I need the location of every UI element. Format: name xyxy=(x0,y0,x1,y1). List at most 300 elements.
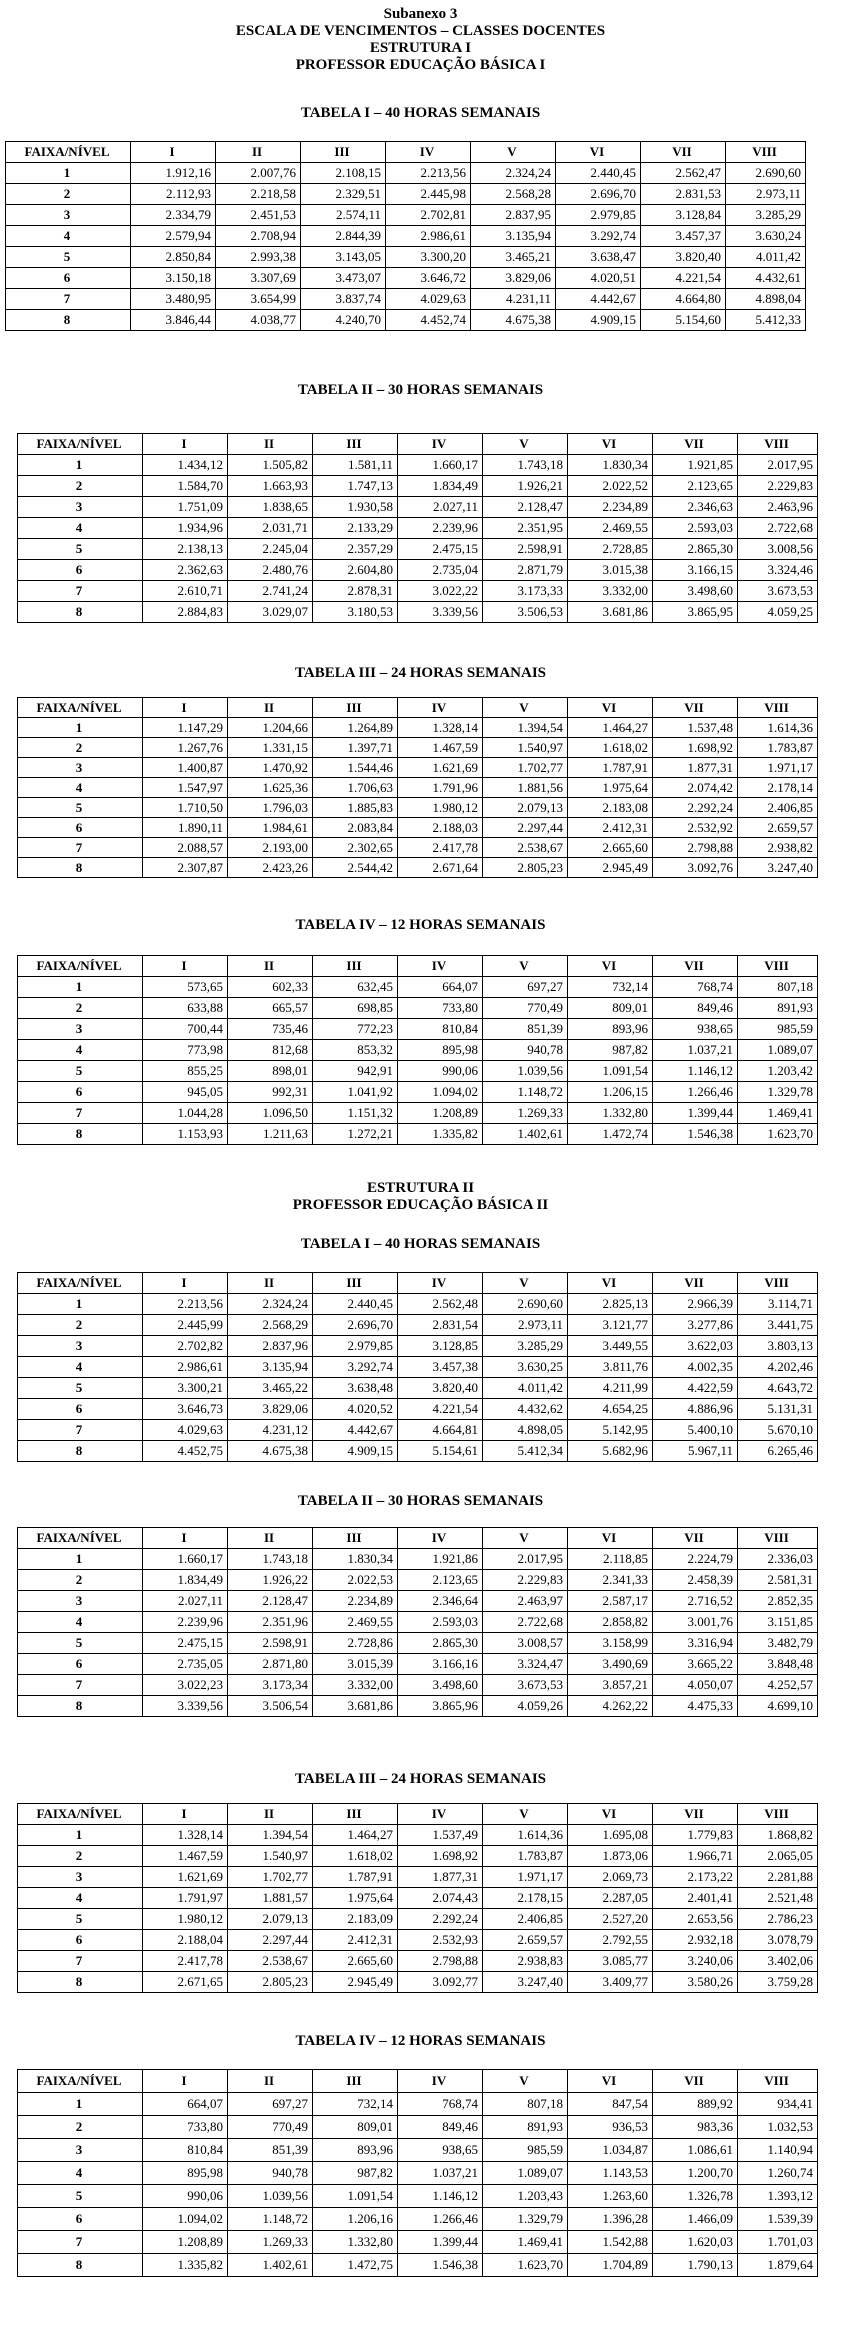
faixa-cell: 7 xyxy=(18,581,143,602)
value-cell: 2.188,03 xyxy=(398,818,483,838)
value-cell: 3.015,39 xyxy=(313,1654,398,1675)
table-row xyxy=(18,1696,818,1717)
value-cell: 3.128,84 xyxy=(641,205,726,226)
faixa-cell: 3 xyxy=(18,1336,143,1357)
value-cell: 1.399,44 xyxy=(653,1103,738,1124)
value-cell: 1.151,32 xyxy=(313,1103,398,1124)
table-row xyxy=(18,1019,818,1040)
value-cell: 4.231,11 xyxy=(471,289,556,310)
value-cell: 1.396,28 xyxy=(568,2208,653,2231)
faixa-cell: 4 xyxy=(18,1040,143,1061)
nivel-header: VII xyxy=(653,956,738,977)
faixa-nivel-header: FAIXA/NÍVEL xyxy=(18,1804,143,1825)
value-cell: 1.263,60 xyxy=(568,2185,653,2208)
value-cell: 1.618,02 xyxy=(568,738,653,758)
faixa-cell: 8 xyxy=(6,310,131,331)
value-cell: 4.240,70 xyxy=(301,310,386,331)
value-cell: 1.041,92 xyxy=(313,1082,398,1103)
value-cell: 938,65 xyxy=(398,2139,483,2162)
value-cell: 1.326,78 xyxy=(653,2185,738,2208)
value-cell: 2.850,84 xyxy=(131,247,216,268)
value-cell: 3.292,74 xyxy=(313,1357,398,1378)
value-cell: 1.472,75 xyxy=(313,2254,398,2277)
value-cell: 2.341,33 xyxy=(568,1570,653,1591)
value-cell: 2.178,15 xyxy=(483,1888,568,1909)
value-cell: 3.121,77 xyxy=(568,1315,653,1336)
value-cell: 847,54 xyxy=(568,2093,653,2116)
value-cell: 4.432,61 xyxy=(726,268,806,289)
table-row xyxy=(18,778,818,798)
value-cell: 4.442,67 xyxy=(313,1420,398,1441)
value-cell: 2.865,30 xyxy=(653,539,738,560)
value-cell: 4.211,99 xyxy=(568,1378,653,1399)
table-row xyxy=(18,838,818,858)
value-cell: 1.032,53 xyxy=(738,2116,818,2139)
value-cell: 664,07 xyxy=(398,977,483,998)
value-cell: 2.945,49 xyxy=(568,858,653,878)
table-row xyxy=(18,1867,818,1888)
table-row xyxy=(6,247,806,268)
faixa-cell: 8 xyxy=(18,2254,143,2277)
table-row xyxy=(6,226,806,247)
value-cell: 1.879,64 xyxy=(738,2254,818,2277)
salary-table xyxy=(17,955,818,1145)
nivel-header: VII xyxy=(653,1528,738,1549)
value-cell: 2.324,24 xyxy=(471,163,556,184)
nivel-header: III xyxy=(313,2070,398,2093)
table-row xyxy=(18,1675,818,1696)
value-cell: 1.148,72 xyxy=(228,2208,313,2231)
value-cell: 700,44 xyxy=(143,1019,228,1040)
faixa-cell: 1 xyxy=(18,2093,143,2116)
faixa-cell: 8 xyxy=(18,1696,143,1717)
value-cell: 2.716,52 xyxy=(653,1591,738,1612)
value-cell: 1.783,87 xyxy=(483,1846,568,1867)
value-cell: 3.135,94 xyxy=(228,1357,313,1378)
value-cell: 3.482,79 xyxy=(738,1633,818,1654)
value-cell: 1.620,03 xyxy=(653,2231,738,2254)
value-cell: 2.346,64 xyxy=(398,1591,483,1612)
value-cell: 4.020,51 xyxy=(556,268,641,289)
value-cell: 2.973,11 xyxy=(483,1315,568,1336)
header-row xyxy=(18,1273,818,1294)
value-cell: 895,98 xyxy=(143,2162,228,2185)
faixa-cell: 4 xyxy=(18,1357,143,1378)
value-cell: 2.837,95 xyxy=(471,205,556,226)
value-cell: 1.787,91 xyxy=(568,758,653,778)
value-cell: 2.728,86 xyxy=(313,1633,398,1654)
nivel-header: IV xyxy=(398,2070,483,2093)
value-cell: 4.699,10 xyxy=(738,1696,818,1717)
value-cell: 1.267,76 xyxy=(143,738,228,758)
value-cell: 1.791,96 xyxy=(398,778,483,798)
value-cell: 1.399,44 xyxy=(398,2231,483,2254)
value-cell: 2.445,98 xyxy=(386,184,471,205)
table-row xyxy=(18,1294,818,1315)
value-cell: 1.546,38 xyxy=(398,2254,483,2277)
value-cell: 2.480,76 xyxy=(228,560,313,581)
value-cell: 4.475,33 xyxy=(653,1696,738,1717)
nivel-header: III xyxy=(313,1804,398,1825)
value-cell: 5.154,61 xyxy=(398,1441,483,1462)
nivel-header: VI xyxy=(568,698,653,718)
value-cell: 1.710,50 xyxy=(143,798,228,818)
value-cell: 2.871,79 xyxy=(483,560,568,581)
table-row xyxy=(18,476,818,497)
nivel-header: II xyxy=(228,2070,313,2093)
faixa-cell: 2 xyxy=(18,2116,143,2139)
value-cell: 2.527,20 xyxy=(568,1909,653,1930)
value-cell: 4.002,35 xyxy=(653,1357,738,1378)
faixa-cell: 8 xyxy=(18,858,143,878)
value-cell: 4.038,77 xyxy=(216,310,301,331)
faixa-cell: 3 xyxy=(6,205,131,226)
value-cell: 1.335,82 xyxy=(143,2254,228,2277)
value-cell: 1.402,61 xyxy=(228,2254,313,2277)
cargo-2-label: PROFESSOR EDUCAÇÃO BÁSICA II xyxy=(292,1197,549,1213)
value-cell: 1.660,17 xyxy=(143,1549,228,1570)
value-cell: 2.696,70 xyxy=(556,184,641,205)
value-cell: 2.234,89 xyxy=(313,1591,398,1612)
table-row xyxy=(18,2162,818,2185)
nivel-header: VIII xyxy=(738,1528,818,1549)
value-cell: 3.092,76 xyxy=(653,858,738,878)
table-row xyxy=(18,1612,818,1633)
value-cell: 2.696,70 xyxy=(313,1315,398,1336)
faixa-nivel-header: FAIXA/NÍVEL xyxy=(6,142,131,163)
value-cell: 1.153,93 xyxy=(143,1124,228,1145)
value-cell: 3.865,96 xyxy=(398,1696,483,1717)
nivel-header: VIII xyxy=(726,142,806,163)
value-cell: 1.331,15 xyxy=(228,738,313,758)
faixa-cell: 1 xyxy=(18,1294,143,1315)
value-cell: 1.146,12 xyxy=(653,1061,738,1082)
faixa-cell: 5 xyxy=(18,2185,143,2208)
value-cell: 2.069,73 xyxy=(568,1867,653,1888)
value-cell: 1.975,64 xyxy=(313,1888,398,1909)
value-cell: 891,93 xyxy=(738,998,818,1019)
faixa-cell: 3 xyxy=(18,1019,143,1040)
value-cell: 2.562,47 xyxy=(641,163,726,184)
value-cell: 1.623,70 xyxy=(483,2254,568,2277)
value-cell: 1.834,49 xyxy=(143,1570,228,1591)
value-cell: 2.351,96 xyxy=(228,1612,313,1633)
faixa-cell: 2 xyxy=(18,738,143,758)
faixa-cell: 5 xyxy=(6,247,131,268)
nivel-header: VIII xyxy=(738,434,818,455)
nivel-header: IV xyxy=(398,956,483,977)
nivel-header: I xyxy=(143,1273,228,1294)
table-row xyxy=(18,1378,818,1399)
faixa-cell: 7 xyxy=(18,838,143,858)
value-cell: 2.406,85 xyxy=(738,798,818,818)
value-cell: 1.877,31 xyxy=(398,1867,483,1888)
value-cell: 1.466,09 xyxy=(653,2208,738,2231)
value-cell: 1.094,02 xyxy=(398,1082,483,1103)
value-cell: 3.307,69 xyxy=(216,268,301,289)
value-cell: 4.202,46 xyxy=(738,1357,818,1378)
faixa-cell: 5 xyxy=(18,1061,143,1082)
value-cell: 2.088,57 xyxy=(143,838,228,858)
value-cell: 1.881,57 xyxy=(228,1888,313,1909)
value-cell: 633,88 xyxy=(143,998,228,1019)
value-cell: 4.029,63 xyxy=(386,289,471,310)
value-cell: 2.118,85 xyxy=(568,1549,653,1570)
value-cell: 1.434,12 xyxy=(143,455,228,476)
faixa-cell: 4 xyxy=(6,226,131,247)
table-row xyxy=(18,1972,818,1993)
value-cell: 1.402,61 xyxy=(483,1124,568,1145)
faixa-cell: 4 xyxy=(18,778,143,798)
faixa-cell: 1 xyxy=(18,1549,143,1570)
value-cell: 945,05 xyxy=(143,1082,228,1103)
value-cell: 4.221,54 xyxy=(641,268,726,289)
value-cell: 3.449,55 xyxy=(568,1336,653,1357)
value-cell: 2.074,43 xyxy=(398,1888,483,1909)
nivel-header: III xyxy=(313,956,398,977)
value-cell: 2.993,38 xyxy=(216,247,301,268)
nivel-header: III xyxy=(301,142,386,163)
faixa-cell: 7 xyxy=(18,2231,143,2254)
value-cell: 2.792,55 xyxy=(568,1930,653,1951)
value-cell: 2.475,15 xyxy=(398,539,483,560)
faixa-nivel-header: FAIXA/NÍVEL xyxy=(18,2070,143,2093)
value-cell: 3.681,86 xyxy=(568,602,653,623)
value-cell: 3.506,53 xyxy=(483,602,568,623)
value-cell: 2.281,88 xyxy=(738,1867,818,1888)
value-cell: 1.039,56 xyxy=(483,1061,568,1082)
value-cell: 1.505,82 xyxy=(228,455,313,476)
value-cell: 2.329,51 xyxy=(301,184,386,205)
nivel-header: II xyxy=(228,1273,313,1294)
value-cell: 1.200,70 xyxy=(653,2162,738,2185)
value-cell: 2.324,24 xyxy=(228,1294,313,1315)
value-cell: 1.264,89 xyxy=(313,718,398,738)
faixa-cell: 6 xyxy=(18,2208,143,2231)
table-row xyxy=(18,1315,818,1336)
value-cell: 2.112,93 xyxy=(131,184,216,205)
value-cell: 632,45 xyxy=(313,977,398,998)
value-cell: 2.218,58 xyxy=(216,184,301,205)
faixa-cell: 6 xyxy=(18,1399,143,1420)
salary-table xyxy=(17,2069,818,2277)
value-cell: 3.300,20 xyxy=(386,247,471,268)
faixa-cell: 5 xyxy=(18,1378,143,1399)
value-cell: 3.630,24 xyxy=(726,226,806,247)
value-cell: 2.932,18 xyxy=(653,1930,738,1951)
value-cell: 2.878,31 xyxy=(313,581,398,602)
nivel-header: V xyxy=(483,1804,568,1825)
value-cell: 2.302,65 xyxy=(313,838,398,858)
value-cell: 1.206,15 xyxy=(568,1082,653,1103)
value-cell: 4.262,22 xyxy=(568,1696,653,1717)
value-cell: 2.307,87 xyxy=(143,858,228,878)
value-cell: 2.123,65 xyxy=(653,476,738,497)
value-cell: 1.663,93 xyxy=(228,476,313,497)
nivel-header: VIII xyxy=(738,1804,818,1825)
value-cell: 5.142,95 xyxy=(568,1420,653,1441)
value-cell: 2.357,29 xyxy=(313,539,398,560)
faixa-cell: 3 xyxy=(18,497,143,518)
nivel-header: VI xyxy=(568,1804,653,1825)
value-cell: 733,80 xyxy=(398,998,483,1019)
value-cell: 1.980,12 xyxy=(398,798,483,818)
value-cell: 2.234,89 xyxy=(568,497,653,518)
nivel-header: III xyxy=(313,698,398,718)
value-cell: 2.138,13 xyxy=(143,539,228,560)
value-cell: 2.722,68 xyxy=(483,1612,568,1633)
value-cell: 1.614,36 xyxy=(738,718,818,738)
table-row xyxy=(18,718,818,738)
value-cell: 3.837,74 xyxy=(301,289,386,310)
value-cell: 770,49 xyxy=(483,998,568,1019)
value-cell: 2.532,92 xyxy=(653,818,738,838)
value-cell: 1.971,17 xyxy=(738,758,818,778)
nivel-header: II xyxy=(228,1528,313,1549)
value-cell: 2.665,60 xyxy=(313,1951,398,1972)
nivel-header: II xyxy=(228,1804,313,1825)
value-cell: 4.221,54 xyxy=(398,1399,483,1420)
value-cell: 1.260,74 xyxy=(738,2162,818,2185)
value-cell: 4.422,59 xyxy=(653,1378,738,1399)
salary-table xyxy=(5,141,806,331)
value-cell: 3.465,21 xyxy=(471,247,556,268)
value-cell: 4.898,04 xyxy=(726,289,806,310)
value-cell: 1.618,02 xyxy=(313,1846,398,1867)
salary-table xyxy=(17,433,818,623)
faixa-cell: 6 xyxy=(18,1930,143,1951)
table-row xyxy=(18,1846,818,1867)
value-cell: 773,98 xyxy=(143,1040,228,1061)
value-cell: 1.547,97 xyxy=(143,778,228,798)
header-row xyxy=(18,698,818,718)
value-cell: 2.027,11 xyxy=(143,1591,228,1612)
value-cell: 1.926,22 xyxy=(228,1570,313,1591)
value-cell: 3.180,53 xyxy=(313,602,398,623)
nivel-header: VI xyxy=(568,1528,653,1549)
table-row xyxy=(6,184,806,205)
value-cell: 1.039,56 xyxy=(228,2185,313,2208)
value-cell: 1.625,36 xyxy=(228,778,313,798)
value-cell: 3.846,44 xyxy=(131,310,216,331)
value-cell: 1.096,50 xyxy=(228,1103,313,1124)
value-cell: 2.108,15 xyxy=(301,163,386,184)
header-row xyxy=(18,434,818,455)
value-cell: 807,18 xyxy=(483,2093,568,2116)
faixa-cell: 3 xyxy=(18,758,143,778)
value-cell: 4.252,57 xyxy=(738,1675,818,1696)
value-cell: 2.521,48 xyxy=(738,1888,818,1909)
value-cell: 1.975,64 xyxy=(568,778,653,798)
value-cell: 1.044,28 xyxy=(143,1103,228,1124)
value-cell: 1.926,21 xyxy=(483,476,568,497)
table-row xyxy=(18,1040,818,1061)
faixa-cell: 7 xyxy=(18,1103,143,1124)
table-row xyxy=(18,2093,818,2116)
value-cell: 3.654,99 xyxy=(216,289,301,310)
value-cell: 2.079,13 xyxy=(483,798,568,818)
value-cell: 1.208,89 xyxy=(143,2231,228,2254)
value-cell: 940,78 xyxy=(483,1040,568,1061)
faixa-cell: 3 xyxy=(18,2139,143,2162)
faixa-nivel-header: FAIXA/NÍVEL xyxy=(18,434,143,455)
table-row xyxy=(18,2208,818,2231)
value-cell: 1.830,34 xyxy=(568,455,653,476)
header-row xyxy=(18,2070,818,2093)
value-cell: 1.470,92 xyxy=(228,758,313,778)
value-cell: 2.973,11 xyxy=(726,184,806,205)
value-cell: 602,33 xyxy=(228,977,313,998)
table-row xyxy=(18,1336,818,1357)
value-cell: 990,06 xyxy=(143,2185,228,2208)
table-row xyxy=(18,1570,818,1591)
nivel-header: VII xyxy=(653,1804,738,1825)
value-cell: 2.702,81 xyxy=(386,205,471,226)
value-cell: 772,23 xyxy=(313,1019,398,1040)
nivel-header: IV xyxy=(386,142,471,163)
table-row xyxy=(18,1654,818,1675)
nivel-header: VIII xyxy=(738,1273,818,1294)
value-cell: 3.150,18 xyxy=(131,268,216,289)
value-cell: 2.574,11 xyxy=(301,205,386,226)
table-row xyxy=(18,2254,818,2277)
value-cell: 2.123,65 xyxy=(398,1570,483,1591)
value-cell: 1.930,58 xyxy=(313,497,398,518)
value-cell: 2.786,23 xyxy=(738,1909,818,1930)
table-row xyxy=(18,2185,818,2208)
value-cell: 2.884,83 xyxy=(143,602,228,623)
value-cell: 1.698,92 xyxy=(398,1846,483,1867)
document-header xyxy=(0,6,841,74)
value-cell: 3.622,03 xyxy=(653,1336,738,1357)
value-cell: 2.665,60 xyxy=(568,838,653,858)
value-cell: 5.412,34 xyxy=(483,1441,568,1462)
table-row xyxy=(18,738,818,758)
table-row xyxy=(18,1633,818,1654)
nivel-header: VII xyxy=(641,142,726,163)
value-cell: 1.091,54 xyxy=(568,1061,653,1082)
table-row xyxy=(18,1951,818,1972)
faixa-cell: 6 xyxy=(6,268,131,289)
value-cell: 3.135,94 xyxy=(471,226,556,247)
value-cell: 1.203,43 xyxy=(483,2185,568,2208)
value-cell: 1.980,12 xyxy=(143,1909,228,1930)
value-cell: 1.089,07 xyxy=(738,1040,818,1061)
value-cell: 1.272,21 xyxy=(313,1124,398,1145)
faixa-cell: 7 xyxy=(6,289,131,310)
value-cell: 3.285,29 xyxy=(483,1336,568,1357)
faixa-nivel-header: FAIXA/NÍVEL xyxy=(18,1273,143,1294)
value-cell: 891,93 xyxy=(483,2116,568,2139)
faixa-cell: 2 xyxy=(18,1315,143,1336)
value-cell: 3.673,53 xyxy=(738,581,818,602)
value-cell: 2.986,61 xyxy=(386,226,471,247)
table-row xyxy=(18,2116,818,2139)
value-cell: 1.751,09 xyxy=(143,497,228,518)
value-cell: 4.664,81 xyxy=(398,1420,483,1441)
value-cell: 2.173,22 xyxy=(653,1867,738,1888)
value-cell: 1.660,17 xyxy=(398,455,483,476)
value-cell: 2.229,83 xyxy=(738,476,818,497)
nivel-header: VII xyxy=(653,1273,738,1294)
value-cell: 2.297,44 xyxy=(483,818,568,838)
value-cell: 1.743,18 xyxy=(483,455,568,476)
nivel-header: V xyxy=(483,1273,568,1294)
value-cell: 2.722,68 xyxy=(738,518,818,539)
table-row xyxy=(18,1399,818,1420)
nivel-header: I xyxy=(143,1804,228,1825)
value-cell: 2.183,08 xyxy=(568,798,653,818)
